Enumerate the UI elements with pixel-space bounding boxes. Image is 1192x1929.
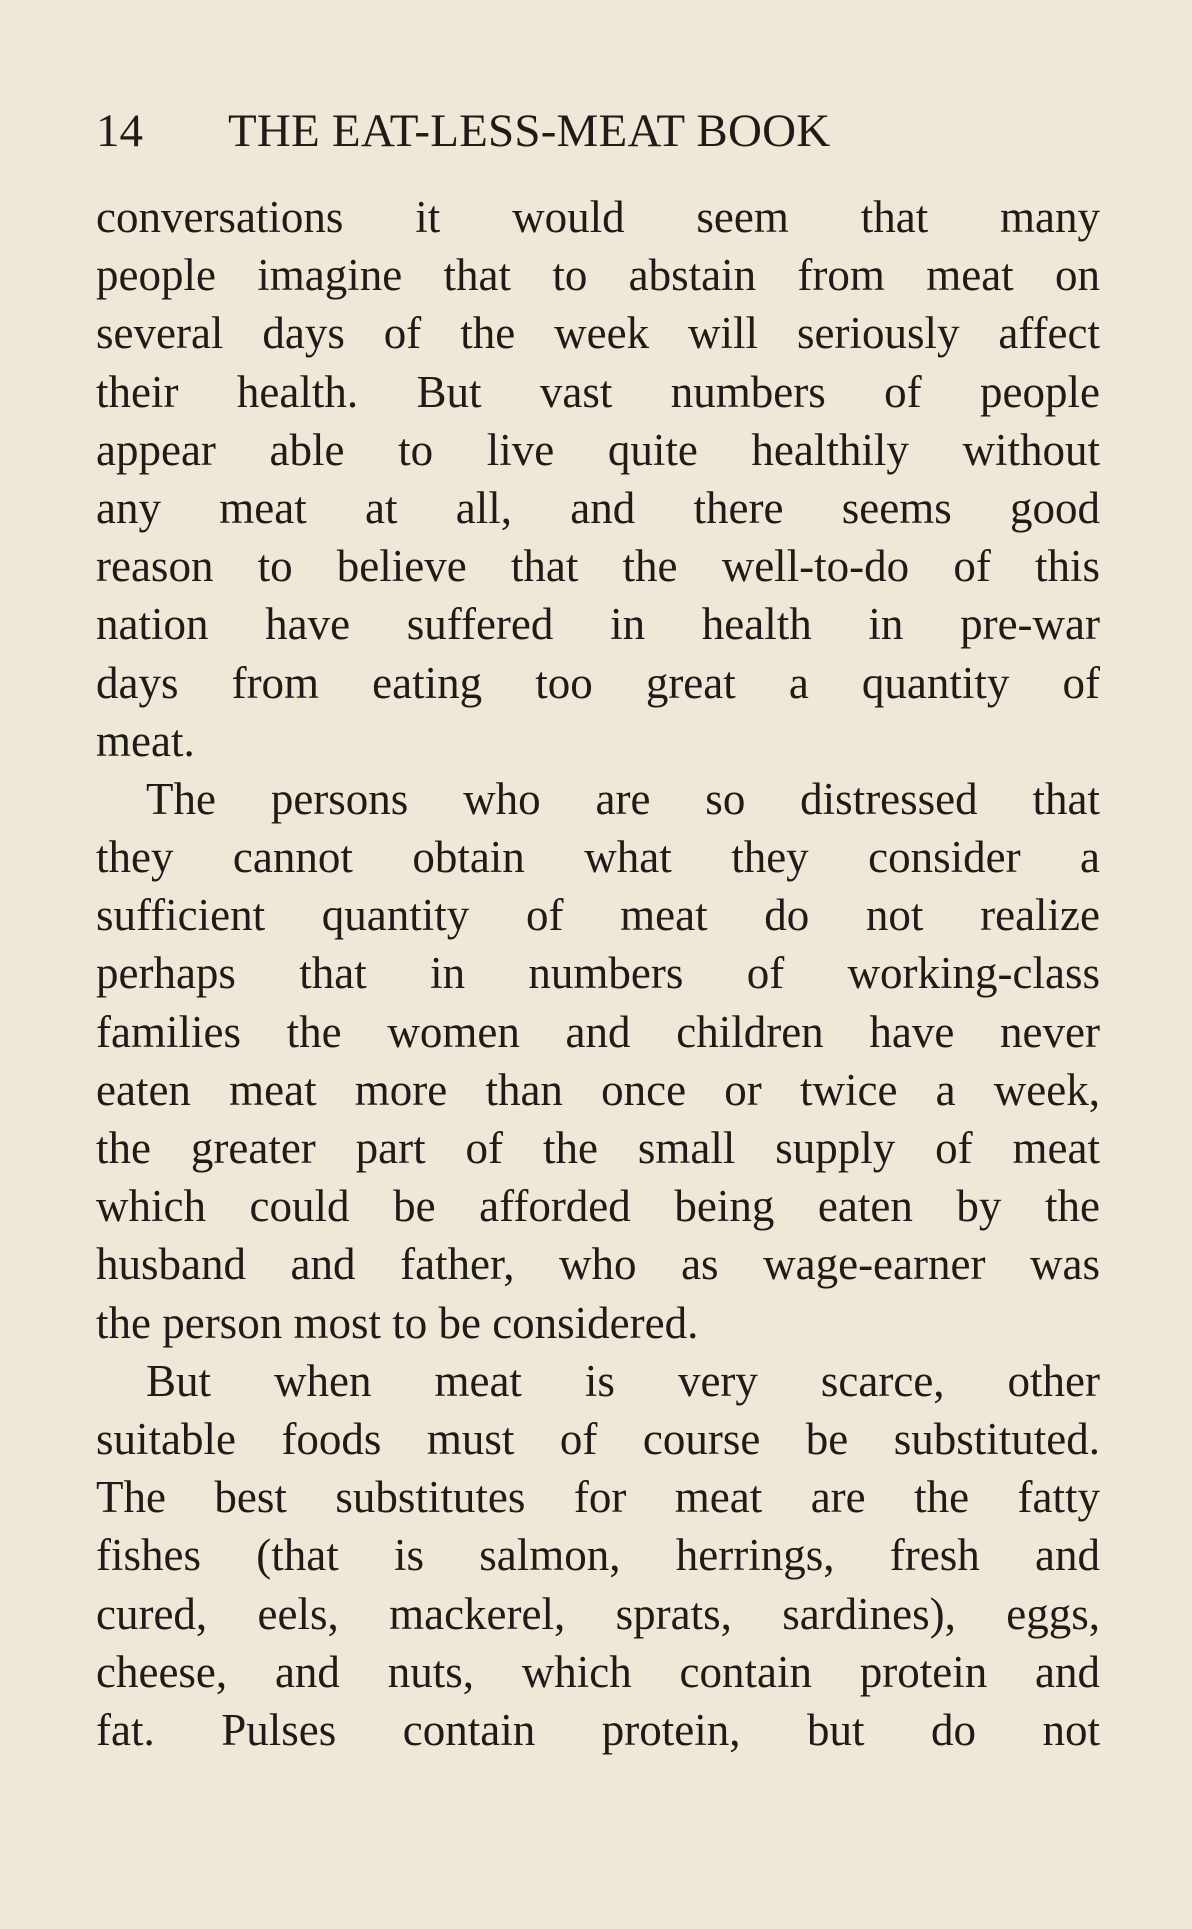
text-line: several days of the week will seriously affect (96, 308, 1100, 359)
text-line: the greater part of the small supply of meat (96, 1123, 1100, 1173)
text-line: The persons who are so distressed that (146, 773, 1100, 824)
text-line: cheese, and nuts, which contain protein and (96, 1646, 1100, 1697)
text-line: any meat at all, and there seems good (96, 482, 1100, 533)
text-line: days from eating too great a quantity of (96, 657, 1100, 708)
text-line: cured, eels, mackerel, sprats, sardines), eggs, (96, 1588, 1100, 1639)
text-line: sufficient quantity of meat do not realize (96, 890, 1100, 941)
running-title: THE EAT-LESS-MEAT BOOK (228, 105, 831, 157)
text-line: they cannot obtain what they consider a (96, 832, 1100, 883)
text-line: perhaps that in numbers of working-class (96, 948, 1100, 999)
text-line: fishes (that is salmon, herrings, fresh and (96, 1530, 1100, 1581)
text-line: husband and father, who as wage-earner was (96, 1239, 1100, 1290)
text-line: The best substitutes for meat are the fatty (96, 1472, 1100, 1523)
text-line: fat. Pulses contain protein, but do not (96, 1704, 1100, 1755)
text-line: the person most to be considered. (96, 1297, 699, 1348)
text-line: people imagine that to abstain from meat on (96, 250, 1100, 301)
page-number: 14 (96, 105, 143, 157)
text-line: appear able to live quite healthily without (96, 424, 1100, 475)
text-line: conversations it would seem that many (96, 192, 1100, 242)
text-line: suitable foods must of course be substituted. (96, 1413, 1100, 1464)
text-line: meat. (96, 715, 195, 766)
text-line: families the women and children have never (96, 1006, 1100, 1057)
text-line: But when meat is very scarce, other (146, 1355, 1100, 1406)
text-line: which could be afforded being eaten by the (96, 1181, 1100, 1232)
text-line: nation have suffered in health in pre-war (96, 599, 1100, 650)
text-line: reason to believe that the well-to-do of this (96, 541, 1100, 592)
text-line: eaten meat more than once or twice a week, (96, 1064, 1100, 1115)
page-header (96, 100, 1106, 162)
text-line: their health. But vast numbers of people (96, 366, 1100, 417)
body-text (96, 188, 1100, 1759)
